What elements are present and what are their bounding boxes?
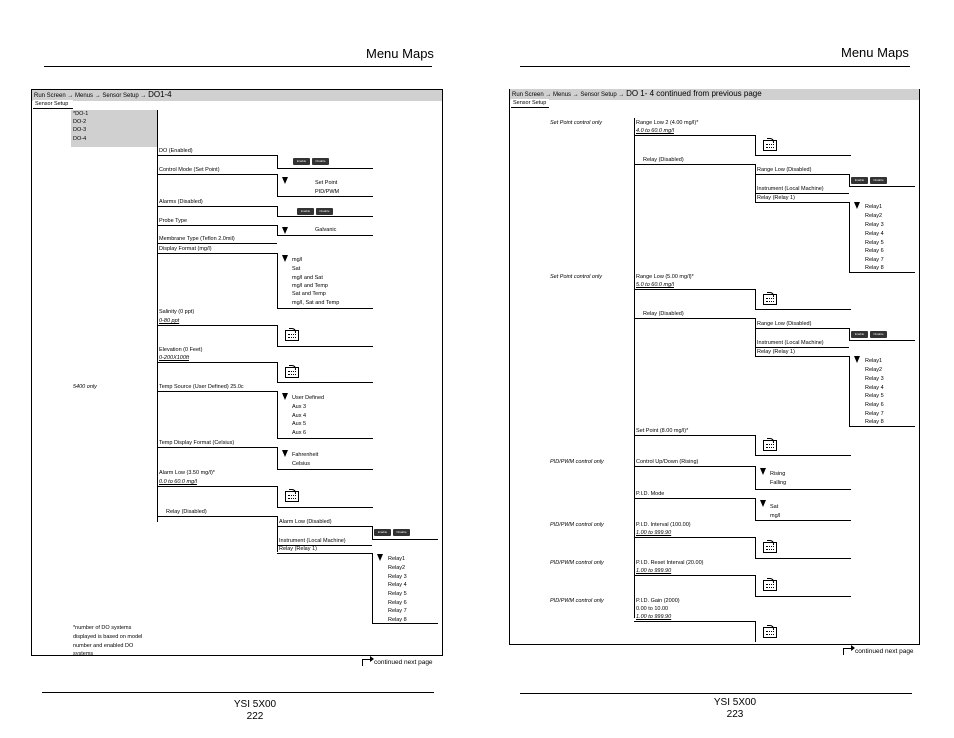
right-relay-opt[interactable]: Relay 4	[865, 231, 884, 237]
right-disable-button-1[interactable]: Disable	[870, 177, 887, 184]
right-pid-interval-range: 1.00 to 999.90	[636, 530, 672, 536]
right-relay-disabled-2[interactable]: Relay (Disabled)	[643, 311, 684, 317]
left-alarms-disable-button[interactable]: Disable	[316, 208, 333, 215]
right-dropdown-icon[interactable]	[854, 202, 860, 209]
left-rule	[277, 516, 278, 552]
left-footnote-1: *number of DO systems	[73, 625, 132, 631]
left-alarm-low-range: 0.0 to 60.0 mg/l	[159, 479, 197, 485]
left-tree-trunk	[157, 110, 158, 522]
right-rule	[755, 328, 849, 329]
left-rule	[277, 553, 372, 554]
right-header-rule	[520, 66, 910, 67]
right-relay-opt[interactable]: Relay 5	[865, 393, 884, 399]
left-rule	[277, 526, 372, 527]
left-rule	[157, 253, 277, 254]
left-membrane[interactable]: Membrane Type (Teflon 2.0mil)	[159, 236, 235, 242]
right-instrument-1[interactable]: Instrument (Local Machine)	[757, 186, 824, 192]
right-rule	[755, 537, 756, 558]
left-relay-opt[interactable]: Relay 3	[388, 574, 407, 580]
left-rule	[277, 216, 373, 217]
left-display-opt[interactable]: Sat	[292, 266, 301, 272]
right-rule	[755, 318, 756, 356]
left-breadcrumb	[32, 90, 442, 101]
left-breadcrumb-path: Run Screen → Menus → Sensor Setup →	[34, 93, 149, 99]
right-relay-opt[interactable]: Relay 7	[865, 411, 884, 417]
right-pid-only-1: PID/PWM control only	[550, 459, 604, 465]
right-falling[interactable]: Falling	[770, 480, 787, 486]
left-rule	[277, 155, 278, 169]
left-continued-label: continued next page	[374, 659, 433, 667]
right-pid-gain[interactable]: P.I.D. Gain (2000)	[636, 598, 680, 604]
left-display-format[interactable]: Display Format (mg/l)	[159, 246, 212, 252]
left-control-mode[interactable]: Control Mode (Set Point)	[159, 167, 220, 173]
left-rule	[157, 486, 277, 487]
left-dropdown-icon[interactable]	[377, 554, 383, 561]
left-relay-opt[interactable]: Relay 7	[388, 608, 407, 614]
left-galvanic[interactable]: Galvanic	[315, 227, 337, 233]
left-rule	[277, 391, 278, 439]
right-relay-opt[interactable]: Relay 8	[865, 419, 884, 425]
left-display-opt[interactable]: mg/l, Sat and Temp	[292, 300, 340, 306]
left-rule	[277, 235, 373, 236]
right-rule	[634, 537, 755, 538]
right-relay-opt[interactable]: Relay 6	[865, 402, 884, 408]
left-temp-opt[interactable]: Aux 3	[292, 404, 307, 410]
left-relay-enable-button[interactable]: Enable	[374, 529, 391, 536]
left-temp-display[interactable]: Temp Display Format (Celsius)	[159, 440, 235, 446]
left-relay-opt[interactable]: Relay 6	[388, 600, 407, 606]
left-alarm-low-disabled[interactable]: Alarm Low (Disabled)	[279, 519, 332, 525]
right-rule	[634, 435, 755, 436]
right-relay-opt[interactable]: Relay2	[865, 367, 883, 373]
left-salinity[interactable]: Salinity (0 ppt)	[159, 309, 195, 315]
right-relay-opt[interactable]: Relay 8	[865, 265, 884, 271]
left-rule	[277, 486, 278, 507]
left-temp-opt[interactable]: Aux 4	[292, 413, 307, 419]
right-mgl[interactable]: mg/l	[770, 513, 781, 519]
right-keypad-icon[interactable]	[763, 580, 777, 591]
left-channel-2[interactable]: DO-2	[73, 119, 87, 125]
right-rising[interactable]: Rising	[770, 471, 786, 477]
right-rule	[755, 466, 756, 489]
left-channel-4[interactable]: DO-4	[73, 136, 87, 142]
right-footer-product: YSI 5X00	[713, 697, 757, 708]
left-display-opt[interactable]: mg/l and Sat	[292, 275, 323, 281]
left-elevation[interactable]: Elevation (0 Feet)	[159, 347, 203, 353]
left-relay-opt[interactable]: Relay2	[388, 565, 406, 571]
right-rule	[849, 340, 915, 341]
left-salinity-range: 0-80 ppt	[159, 318, 180, 324]
left-rule	[277, 196, 373, 197]
left-disable-button[interactable]: Disable	[312, 158, 329, 165]
left-sensor-setup[interactable]: Sensor Setup	[33, 100, 73, 109]
left-rule	[157, 174, 277, 175]
left-probe-type[interactable]: Probe Type	[159, 218, 188, 224]
right-dropdown-icon[interactable]	[854, 356, 860, 363]
left-temp-source[interactable]: Temp Source (User Defined) 25.0c	[159, 384, 244, 390]
right-rule	[634, 318, 755, 319]
left-instrument[interactable]: Instrument (Local Machine)	[279, 538, 346, 544]
right-rule	[755, 164, 756, 202]
right-range-low-range: 5.0 to 60.0 mg/l	[636, 282, 674, 288]
right-dropdown-icon[interactable]	[760, 468, 766, 475]
right-keypad-icon[interactable]	[763, 294, 777, 305]
right-rule	[849, 202, 850, 272]
left-rule	[277, 346, 373, 347]
left-rule	[157, 206, 277, 207]
right-rule	[755, 498, 756, 520]
right-rule	[755, 174, 849, 175]
left-relay-opt[interactable]: Relay1	[388, 556, 406, 562]
left-display-opt[interactable]: mg/l and Temp	[292, 283, 328, 289]
right-rule	[634, 575, 755, 576]
left-rule	[157, 447, 277, 448]
right-rule	[634, 164, 755, 165]
left-relay-opt[interactable]: Relay 8	[388, 617, 407, 623]
left-relay1[interactable]: Relay (Relay 1)	[279, 546, 317, 552]
right-dropdown-icon[interactable]	[760, 500, 766, 507]
left-rule	[277, 438, 373, 439]
right-keypad-icon[interactable]	[763, 542, 777, 553]
continue-arrow-icon	[843, 648, 851, 655]
left-rule	[277, 325, 278, 346]
right-enable-button-1[interactable]: Enable	[851, 177, 868, 184]
right-rule	[755, 489, 851, 490]
right-disable-button-2[interactable]: Disable	[870, 331, 887, 338]
left-rule	[277, 507, 373, 508]
right-rule	[755, 558, 851, 559]
left-dropdown-icon[interactable]	[282, 450, 288, 457]
left-breadcrumb-target: DO1-4	[148, 90, 172, 99]
right-sensor-setup[interactable]: Sensor Setup	[511, 99, 549, 108]
left-dropdown-icon[interactable]	[282, 393, 288, 400]
right-rule	[849, 186, 915, 187]
left-rule	[277, 447, 278, 469]
left-rule	[157, 325, 277, 326]
right-rule	[755, 289, 756, 309]
left-rule	[277, 174, 278, 196]
left-relay-disabled[interactable]: Relay (Disabled)	[166, 509, 207, 515]
left-page-number: 222	[246, 711, 264, 722]
right-pid-only-2: PID/PWM control only	[550, 522, 604, 528]
right-rule	[849, 272, 915, 273]
left-rule	[372, 623, 438, 624]
left-rule	[157, 225, 277, 226]
right-relay-opt[interactable]: Relay1	[865, 204, 883, 210]
left-channel-1[interactable]: *DO-1	[73, 111, 89, 117]
left-display-opt[interactable]: mg/l	[292, 257, 303, 263]
right-relay-opt[interactable]: Relay1	[865, 358, 883, 364]
right-tree-trunk	[634, 118, 635, 618]
right-sat[interactable]: Sat	[770, 504, 779, 510]
right-sp-only-2: Set Point control only	[550, 274, 602, 280]
left-alarms-enable-button[interactable]: Enable	[297, 208, 314, 215]
right-rule	[755, 621, 756, 642]
left-rule	[277, 308, 373, 309]
left-temp-disp-opt[interactable]: Celsius	[292, 461, 311, 467]
right-relay-opt[interactable]: Relay 4	[865, 385, 884, 391]
left-alarm-low[interactable]: Alarm Low (3.50 mg/l)*	[159, 470, 215, 476]
right-instrument-2[interactable]: Instrument (Local Machine)	[757, 340, 824, 346]
right-breadcrumb-path: Run Screen → Menus → Sensor Setup →	[512, 92, 627, 98]
right-rule	[634, 135, 755, 136]
left-rule	[277, 382, 373, 383]
right-relay-disabled-1[interactable]: Relay (Disabled)	[643, 157, 684, 163]
right-enable-button-2[interactable]: Enable	[851, 331, 868, 338]
right-keypad-icon[interactable]	[763, 140, 777, 151]
left-display-opt[interactable]: Sat and Temp	[292, 291, 326, 297]
left-channel-3[interactable]: DO-3	[73, 127, 87, 133]
left-rule	[372, 526, 373, 540]
right-breadcrumb	[510, 89, 919, 100]
right-pid-reset-range: 1.00 to 999.90	[636, 568, 672, 574]
left-temp-opt[interactable]: Aux 6	[292, 430, 307, 436]
right-rule	[755, 455, 851, 456]
left-temp-opt[interactable]: Aux 5	[292, 421, 307, 427]
right-rule	[634, 621, 755, 622]
left-note-5400: 5400 only	[73, 384, 97, 390]
right-page-number: 223	[726, 709, 744, 720]
left-footnote-4: systems	[73, 651, 94, 655]
right-relay-opt[interactable]: Relay 5	[865, 240, 884, 246]
right-pid-only-3: PID/PWM control only	[550, 560, 604, 566]
right-relay-opt[interactable]: Relay 3	[865, 376, 884, 382]
left-keypad-icon[interactable]	[285, 330, 299, 341]
right-range-low-disabled-1[interactable]: Range Low (Disabled)	[757, 167, 812, 173]
left-relay-disable-button[interactable]: Disable	[393, 529, 410, 536]
left-rule	[277, 225, 278, 235]
left-do-enabled[interactable]: DO (Enabled)	[159, 148, 193, 154]
right-range-low[interactable]: Range Low (5.00 mg/l)*	[636, 274, 694, 280]
right-rule	[755, 435, 756, 455]
right-set-point[interactable]: Set Point (8.00 mg/l)*	[636, 428, 689, 434]
right-relay-opt[interactable]: Relay2	[865, 213, 883, 219]
left-rule	[157, 243, 277, 244]
left-keypad-icon[interactable]	[285, 491, 299, 502]
right-relay-opt[interactable]: Relay 3	[865, 222, 884, 228]
right-rule	[755, 520, 851, 521]
left-header-rule	[44, 66, 432, 67]
left-keypad-icon[interactable]	[285, 367, 299, 378]
left-dropdown-icon[interactable]	[282, 177, 288, 184]
right-range-low-disabled-2[interactable]: Range Low (Disabled)	[757, 321, 812, 327]
left-elevation-range: 0-200X100ft	[159, 355, 189, 361]
left-rule	[372, 553, 373, 623]
left-temp-opt[interactable]: User Defined	[292, 395, 325, 401]
left-dropdown-icon[interactable]	[282, 255, 288, 262]
left-footnote-3: number and enabled DO	[73, 643, 134, 649]
right-continued[interactable]	[843, 648, 914, 655]
right-rule	[755, 309, 851, 310]
right-rule	[755, 135, 756, 155]
right-breadcrumb-target: DO 1- 4	[626, 89, 655, 98]
right-rule	[755, 596, 851, 597]
right-pid-gain-range-1: 0.00 to 10.00	[636, 606, 669, 612]
right-rule	[634, 466, 755, 467]
right-range-low2-range: 4.0 to 60.0 mg/l	[636, 128, 674, 134]
right-continued-label: continued next page	[855, 648, 914, 656]
left-footnote-2: displayed is based on model	[73, 634, 143, 640]
right-relay1-1[interactable]: Relay (Relay 1)	[757, 195, 795, 201]
right-rule	[634, 498, 755, 499]
right-rule	[849, 174, 850, 186]
right-pid-only-4: PID/PWM control only	[550, 598, 604, 604]
right-rule	[849, 328, 850, 340]
right-breadcrumb-suffix: continued from previous page	[654, 89, 762, 98]
left-control-opt-setpoint[interactable]: Set Point	[315, 180, 338, 186]
left-page-title: Menu Maps	[366, 46, 434, 61]
right-rule	[849, 356, 850, 426]
right-footer-rule	[520, 693, 912, 694]
left-temp-disp-opt[interactable]: Fahrenheit	[292, 452, 319, 458]
left-relay-opt[interactable]: Relay 5	[388, 591, 407, 597]
right-rule	[634, 289, 755, 290]
right-rule	[849, 426, 915, 427]
right-rule	[755, 575, 756, 596]
left-enable-button[interactable]: Enable	[293, 158, 310, 165]
right-relay1-2[interactable]: Relay (Relay 1)	[757, 349, 795, 355]
right-keypad-icon[interactable]	[763, 627, 777, 638]
left-rule	[277, 469, 373, 470]
right-page-title: Menu Maps	[841, 45, 909, 60]
left-rule	[157, 516, 277, 517]
right-rule	[755, 356, 849, 357]
right-relay-opt[interactable]: Relay 6	[865, 248, 884, 254]
left-alarms[interactable]: Alarms (Disabled)	[159, 199, 203, 205]
right-sp-only-1: Set Point control only	[550, 120, 602, 126]
continue-arrow-icon	[362, 659, 370, 666]
left-dropdown-icon[interactable]	[282, 227, 288, 234]
right-pid-reset[interactable]: P.I.D. Reset Interval (20.00)	[636, 560, 704, 566]
left-rule	[277, 168, 373, 169]
right-rule	[755, 155, 851, 156]
left-footer-rule	[42, 692, 434, 693]
left-rule	[277, 253, 278, 309]
left-rule	[277, 362, 278, 382]
left-rule	[157, 155, 277, 156]
left-rule	[157, 362, 277, 363]
left-rule	[277, 206, 278, 216]
right-pid-gain-range-2: 1.00 to 999.90	[636, 614, 672, 620]
right-relay-opt[interactable]: Relay 7	[865, 257, 884, 263]
left-continued[interactable]	[362, 659, 433, 666]
left-footer-product: YSI 5X00	[233, 699, 277, 710]
right-control-updown[interactable]: Control Up/Down (Rising)	[636, 459, 699, 465]
right-range-low2[interactable]: Range Low 2 (4.00 mg/l)*	[636, 120, 699, 126]
right-keypad-icon[interactable]	[763, 440, 777, 451]
right-rule	[755, 202, 849, 203]
right-pid-interval[interactable]: P.I.D. Interval (100.00)	[636, 522, 691, 528]
left-control-opt-pidpwm[interactable]: PID/PWM	[315, 189, 340, 195]
left-rule	[372, 539, 438, 540]
left-relay-opt[interactable]: Relay 4	[388, 582, 407, 588]
right-pid-mode[interactable]: P.I.D. Mode	[636, 491, 665, 497]
left-rule	[157, 391, 277, 392]
